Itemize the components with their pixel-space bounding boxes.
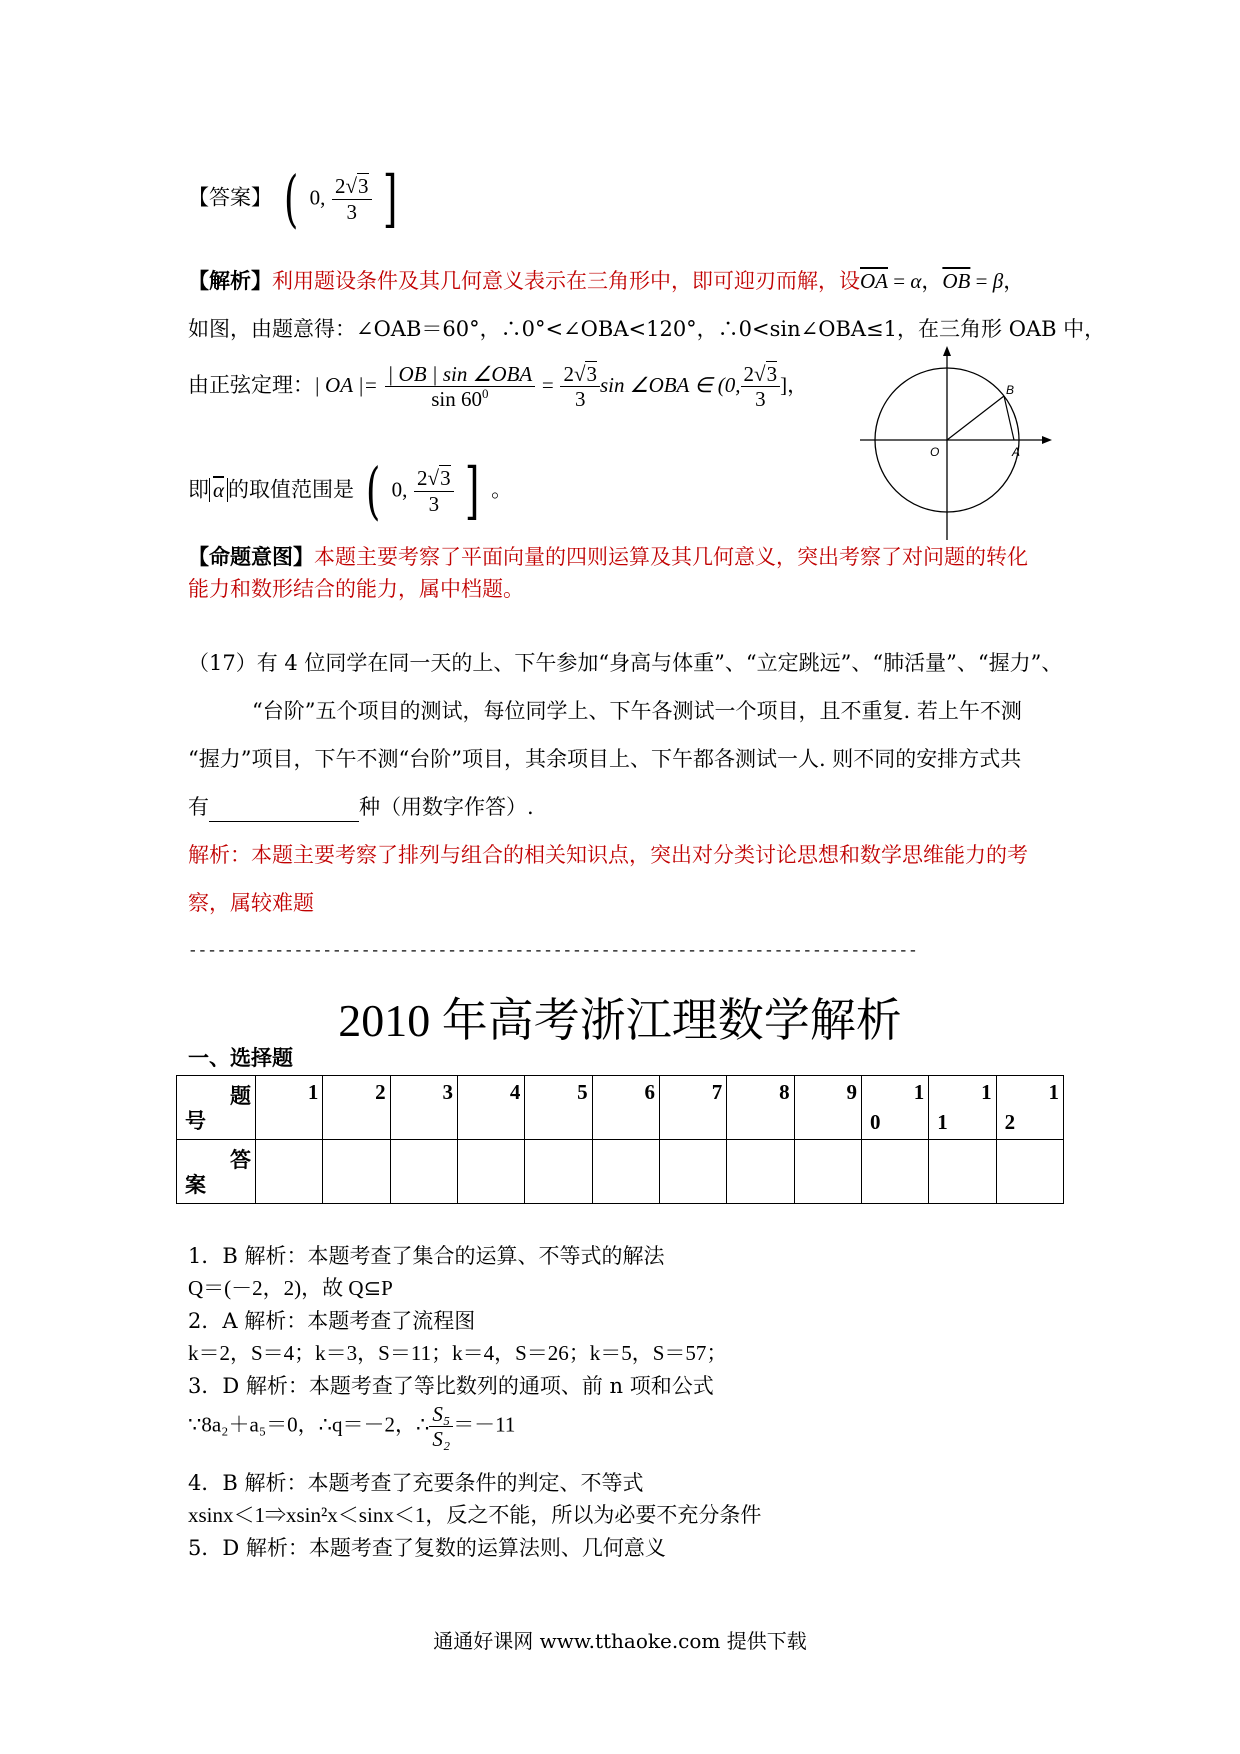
- analysis-16-line3: 由正弦定理：| OA |= $\frac{\text{| OB | sin ∠OBA}}{\sin 60^0}$ = $\frac{2√3}{3}$ sin ∠OBA ∈ (0, $\frac{2√3}{3}$ ]，: [188, 362, 809, 412]
- footer: 通通好课网 www.tthaoke.com 提供下载: [433, 1629, 807, 1653]
- answer-cell[interactable]: [525, 1140, 592, 1204]
- answer-cell[interactable]: [256, 1140, 323, 1204]
- beta-symbol: β: [992, 269, 1004, 293]
- number-cell: 8: [727, 1076, 794, 1140]
- answer-2: 2．A 解析：本题考查了流程图: [188, 1309, 476, 1333]
- answer-fraction: $\frac{2√3}{3}$: [332, 174, 372, 223]
- answer-cell[interactable]: [794, 1140, 861, 1204]
- close-bracket-2: ]: [465, 454, 480, 527]
- number-cell: 1: [256, 1076, 323, 1140]
- answer-4: 4．B 解析：本题考查了充要条件的判定、不等式: [188, 1471, 644, 1495]
- x-axis-arrow: [1042, 436, 1052, 444]
- range-fraction-2: $\frac{2√3}{3}$: [414, 466, 454, 515]
- q17-line2: “台阶”五个项目的测试，每位同学上、下午各测试一个项目，且不重复. 若上午不测: [252, 699, 1022, 723]
- analysis-label: 【解析】: [188, 268, 272, 293]
- open-paren: (: [283, 162, 299, 235]
- answer-cell[interactable]: [861, 1140, 928, 1204]
- answer-zero: 0,: [309, 185, 326, 210]
- answer-cell[interactable]: [592, 1140, 659, 1204]
- analysis-16-line2: 如图，由题意得：∠OAB＝60°，∴0°<∠OBA<120°，∴0<sin∠OBA≤1，在三角形 OAB 中，: [188, 317, 1106, 341]
- label-o: O: [930, 445, 940, 459]
- y-axis-arrow: [943, 346, 951, 356]
- abs-alpha: $\overline{\alpha}$: [209, 478, 228, 502]
- answer-3-detail: ∵8a₂＋a₅＝0，∴q＝－2，∴ $\frac{\text{S₅}}{\text{S₂}}$ ＝－11: [188, 1402, 516, 1452]
- page-title: 2010 年高考浙江理数学解析: [338, 995, 902, 1046]
- answer-1: 1．B 解析：本题考查了集合的运算、不等式的解法: [188, 1244, 665, 1268]
- label-b: B: [1006, 383, 1015, 397]
- answer-cell[interactable]: [457, 1140, 524, 1204]
- number-cell: 7: [659, 1076, 726, 1140]
- table-row-numbers: [177, 1076, 1064, 1140]
- range-fraction: $\frac{2√3}{3}$: [741, 362, 781, 411]
- q17-line1: （17）有 4 位同学在同一天的上、下午参加“身高与体重”、“立定跳远”、“肺活量”、“握力”、: [188, 651, 1063, 675]
- unit-circle-figure: [860, 340, 1060, 540]
- intent-16-line2: 能力和数形结合的能力，属中档题。: [188, 577, 524, 601]
- analysis-16-line1: 【解析】利用题设条件及其几何意义表示在三角形中，即可迎刃而解，设$\overline{OA} = \alpha$，$\overline{OB} = \beta$，: [188, 268, 1025, 293]
- coefficient-fraction: $\frac{2√3}{3}$: [560, 362, 600, 411]
- label-a: A: [1012, 445, 1021, 459]
- q17-analysis-line2: 察，属较难题: [188, 891, 314, 915]
- number-cell: 9: [794, 1076, 861, 1140]
- answer-cell[interactable]: [727, 1140, 794, 1204]
- intent-label: 【命题意图】: [188, 544, 314, 569]
- analysis-text: 利用题设条件及其几何意义表示在三角形中，即可迎刃而解，设: [272, 269, 860, 293]
- number-cell: 2: [323, 1076, 390, 1140]
- answer-table: [176, 1075, 1064, 1204]
- s5-over-s2-fraction: $\frac{\text{S₅}}{\text{S₂}}$: [429, 1402, 453, 1451]
- vector-ob: $\overline{OB}$: [942, 269, 971, 293]
- open-paren-2: (: [365, 454, 381, 527]
- answer-cell[interactable]: [323, 1140, 390, 1204]
- sine-law-fraction: $\frac{\text{| OB | sin ∠OBA}}{\sin 60^0}$: [385, 362, 536, 411]
- answer-16: [188, 162, 402, 235]
- q17-line3: “握力”项目，下午不测“台阶”项目，其余项目上、下午都各测试一人. 则不同的安排方式共: [188, 747, 1022, 771]
- answer-cell[interactable]: [996, 1140, 1063, 1204]
- vector-oa: $\overline{OA}$: [860, 269, 888, 293]
- section-heading: 一、选择题: [188, 1045, 293, 1070]
- number-cell: 6: [592, 1076, 659, 1140]
- answer-label: 【答案】: [188, 185, 272, 210]
- answer-cell[interactable]: [929, 1140, 996, 1204]
- divider: ----------------------------------------------------------------------------: [188, 942, 918, 960]
- q17-analysis-line1: 解析：本题主要考察了排列与组合的相关知识点，突出对分类讨论思想和数学思维能力的考: [188, 843, 1028, 867]
- number-cell: 5: [525, 1076, 592, 1140]
- number-cell: 1 2: [996, 1076, 1063, 1140]
- q17-line4: 有 种（用数字作答）.: [188, 792, 534, 822]
- number-cell: 1 0: [861, 1076, 928, 1140]
- header-cell-number: 题 号: [177, 1076, 256, 1140]
- segment-ob: [947, 396, 1004, 440]
- answer-4-detail: xsinx＜1⇒xsin²x＜sinx＜1，反之不能，所以为必要不充分条件: [188, 1503, 762, 1527]
- header-cell-answer: 答 案: [177, 1140, 256, 1204]
- number-cell: 3: [390, 1076, 457, 1140]
- number-cell: 1 1: [929, 1076, 996, 1140]
- analysis-16-line4: 即 $\overline{\alpha}$ 的取值范围是 ( 0, $\frac{2√3}{3}$ ] 。: [188, 454, 513, 527]
- intent-16: [188, 542, 1028, 572]
- alpha-symbol: α: [910, 269, 922, 293]
- answer-cell[interactable]: [390, 1140, 457, 1204]
- answer-1-detail: Q＝(－2，2)，故 Q⊆P: [188, 1276, 393, 1300]
- answer-3: 3．D 解析：本题考查了等比数列的通项、前 n 项和公式: [188, 1374, 714, 1398]
- answer-2-detail: k＝2，S＝4；k＝3，S＝11；k＝4，S＝26；k＝5，S＝57；: [188, 1341, 728, 1365]
- close-bracket: ]: [383, 162, 398, 235]
- answer-cell[interactable]: [659, 1140, 726, 1204]
- answer-blank[interactable]: [209, 799, 359, 822]
- answer-5: 5．D 解析：本题考查了复数的运算法则、几何意义: [188, 1536, 666, 1560]
- number-cell: 4: [457, 1076, 524, 1140]
- table-row-answers: [177, 1140, 1064, 1204]
- intent-text: 本题主要考察了平面向量的四则运算及其几何意义，突出考察了对问题的转化: [314, 545, 1028, 569]
